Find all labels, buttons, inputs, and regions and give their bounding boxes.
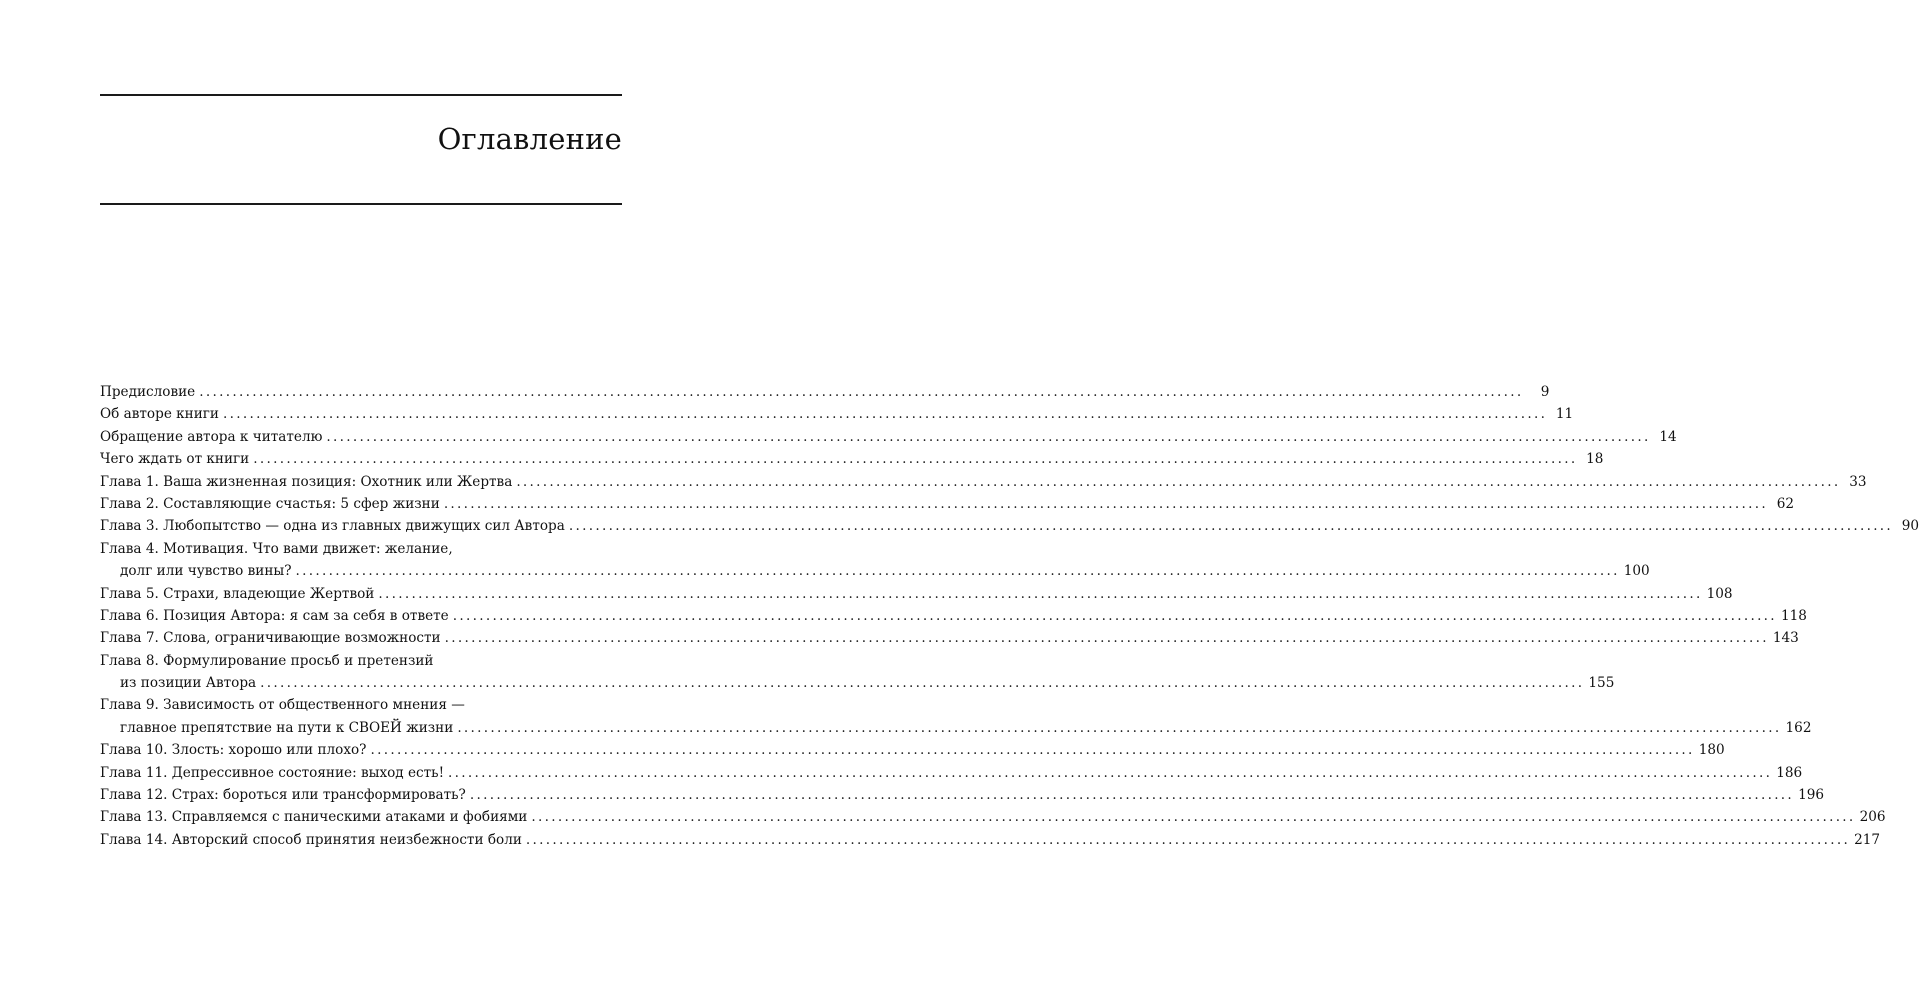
toc-entry-title: Глава 6. Позиция Автора: я сам за себя в ответе <box>100 605 453 627</box>
dot-leader: ........................................................................................................................................................................................................ <box>525 831 1851 848</box>
toc-page-number: 143 <box>1772 630 1799 647</box>
dot-leader: ........................................................................................................................................................................................................ <box>448 764 1773 781</box>
toc-page-number: 9 <box>1540 384 1550 400</box>
toc-entry[interactable] <box>100 605 1807 627</box>
toc-entry-title: Глава 13. Справляемся с паническими атаками и фобиями <box>100 806 531 828</box>
toc-entry-title: Глава 14. Авторский способ принятия неизбежности боли <box>100 829 526 851</box>
dot-leader: ........................................................................................................................................................................................................ <box>443 495 1769 512</box>
toc-page-number: 196 <box>1798 787 1825 804</box>
toc-entry[interactable] <box>100 829 1881 851</box>
dot-leader: ........................................................................................................................................................................................................ <box>222 406 1548 423</box>
toc-entry[interactable] <box>100 426 1677 448</box>
dot-leader: ........................................................................................................................................................................................................ <box>531 809 1856 826</box>
dot-leader: ........................................................................................................................................................................................................ <box>469 787 1795 804</box>
toc-entry-title: Глава 12. Страх: бороться или трансформировать? <box>100 784 470 806</box>
toc-page-number: 186 <box>1776 764 1803 781</box>
toc-entry[interactable] <box>100 381 1550 403</box>
toc-page-number: 100 <box>1623 563 1650 580</box>
toc-page-number: 11 <box>1555 406 1574 423</box>
toc-page-number: 217 <box>1854 831 1881 848</box>
page-title: Оглавление <box>437 122 622 156</box>
toc-entry-title: Глава 1. Ваша жизненная позиция: Охотник или Жертва <box>100 471 516 493</box>
toc-page-number: 108 <box>1706 585 1733 602</box>
dot-leader: ........................................................................................................................................................................................................ <box>295 563 1620 580</box>
toc-entry-title: Глава 11. Депрессивное состояние: выход есть! <box>100 762 448 784</box>
toc-entry[interactable] <box>100 493 1795 515</box>
toc-page-number: 62 <box>1776 495 1795 512</box>
toc-entry-title: Предисловие <box>100 381 199 403</box>
dot-leader: ........................................................................................................................................................................................................ <box>568 518 1894 535</box>
toc-entry-title: Глава 3. Любопытство — одна из главных движущих сил Автора <box>100 515 569 537</box>
toc-entry[interactable] <box>100 762 1803 784</box>
toc-entry-title: из позиции Автора <box>120 672 260 694</box>
toc-entry[interactable] <box>100 448 1604 470</box>
toc-entry-title: Глава 10. Злость: хорошо или плохо? <box>100 739 370 761</box>
table-of-contents <box>100 381 1919 851</box>
top-rule <box>100 94 622 96</box>
toc-entry-title: Обращение автора к читателю <box>100 426 326 448</box>
toc-page-number: 180 <box>1698 742 1725 759</box>
dot-leader: ........................................................................................................................................................................................................ <box>444 630 1769 647</box>
toc-page-number: 18 <box>1586 451 1604 468</box>
toc-entry-title: Глава 7. Слова, ограничивающие возможности <box>100 627 445 649</box>
toc-page-number: 90 <box>1901 518 1919 535</box>
bottom-rule <box>100 203 622 205</box>
toc-entry[interactable] <box>100 806 1886 828</box>
toc-page-number: 155 <box>1588 675 1615 692</box>
toc-entry[interactable] <box>100 403 1574 425</box>
toc-entry-title-line: Глава 4. Мотивация. Что вами движет: желание, <box>100 540 453 557</box>
toc-entry-title: Глава 5. Страхи, владеющие Жертвой <box>100 583 378 605</box>
toc-entry[interactable] <box>100 515 1919 537</box>
toc-entry[interactable] <box>100 583 1733 605</box>
toc-page-number: 162 <box>1785 719 1812 736</box>
toc-entry-title-line: Глава 8. Формулирование просьб и претензий <box>100 652 434 669</box>
toc-entry[interactable] <box>100 739 1725 761</box>
dot-leader: ........................................................................................................................................................................................................ <box>199 384 1524 400</box>
dot-leader: ........................................................................................................................................................................................................ <box>260 675 1585 692</box>
dot-leader: ........................................................................................................................................................................................................ <box>326 428 1651 445</box>
toc-entry-title: главное препятствие на пути к СВОЕЙ жизни <box>120 717 457 739</box>
toc-page-number: 14 <box>1659 428 1677 445</box>
dot-leader: ........................................................................................................................................................................................................ <box>452 607 1777 624</box>
toc-entry[interactable] <box>100 538 1650 583</box>
toc-page-number: 33 <box>1849 473 1867 490</box>
toc-entry-title: Глава 2. Составляющие счастья: 5 сфер жизни <box>100 493 444 515</box>
toc-entry[interactable] <box>100 650 1615 695</box>
toc-entry-title: Об авторе книги <box>100 403 223 425</box>
toc-page-number: 206 <box>1859 809 1886 826</box>
toc-entry-title: долг или чувство вины? <box>120 560 296 582</box>
dot-leader: ........................................................................................................................................................................................................ <box>253 451 1578 468</box>
toc-entry[interactable] <box>100 471 1867 493</box>
toc-page-number: 118 <box>1780 607 1807 624</box>
dot-leader: ........................................................................................................................................................................................................ <box>378 585 1703 602</box>
toc-entry-title: Чего ждать от книги <box>100 448 253 470</box>
toc-entry[interactable] <box>100 694 1812 739</box>
dot-leader: ........................................................................................................................................................................................................ <box>457 719 1782 736</box>
toc-entry[interactable] <box>100 784 1825 806</box>
dot-leader: ........................................................................................................................................................................................................ <box>370 742 1695 759</box>
dot-leader: ........................................................................................................................................................................................................ <box>516 473 1841 490</box>
toc-entry-title-line: Глава 9. Зависимость от общественного мнения — <box>100 697 465 714</box>
toc-entry[interactable] <box>100 627 1799 649</box>
